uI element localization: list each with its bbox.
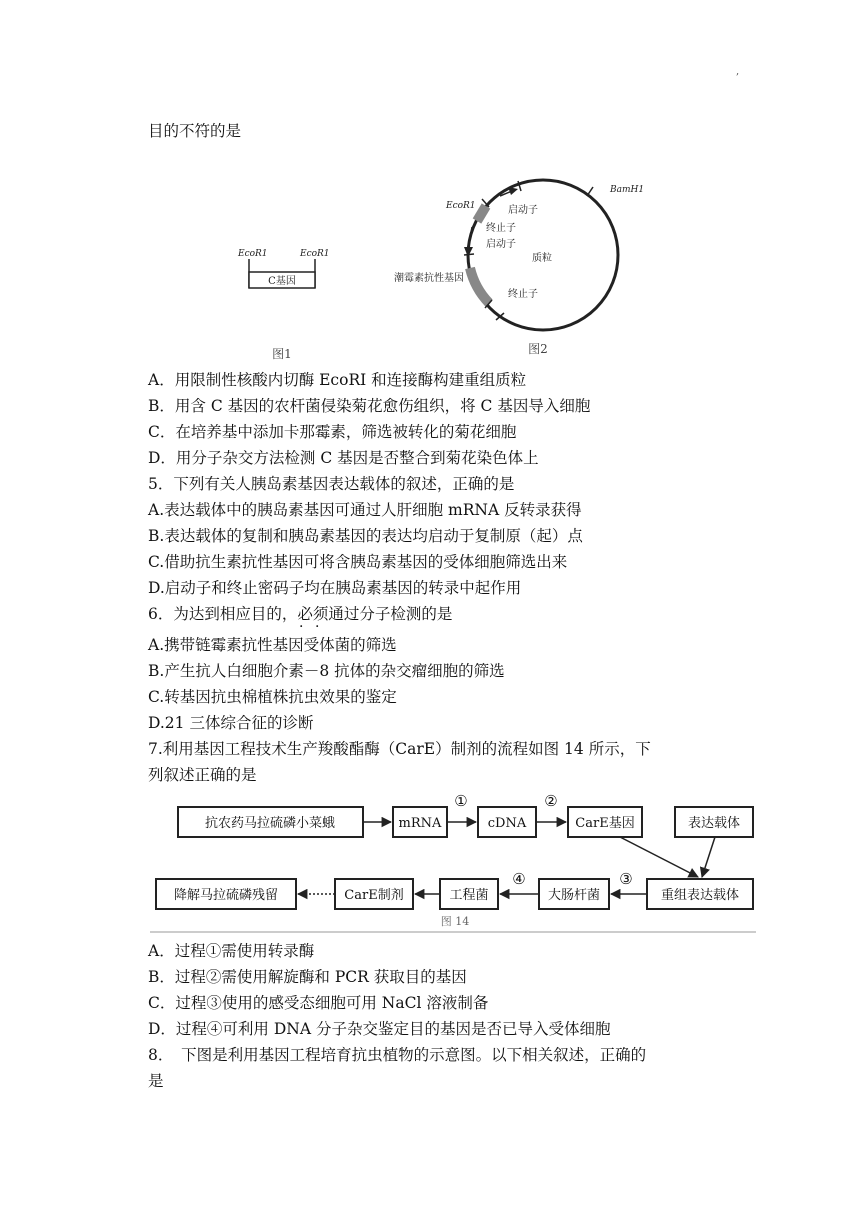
fig2-terminator1: 终止子: [486, 223, 516, 234]
fig2-terminator2: 终止子: [508, 289, 538, 300]
fig1-site-right: EcoR1: [300, 249, 330, 259]
flow-box-engineered: 工程菌: [449, 888, 489, 903]
q6-option-c: C.转基因抗虫棉植株抗虫效果的鉴定: [148, 688, 397, 706]
q6-option-d: D.21 三体综合征的诊断: [148, 714, 314, 732]
q4-option-d: D．用分子杂交方法检测 C 基因是否整合到菊花染色体上: [148, 449, 539, 467]
q4-option-a: A．用限制性核酸内切酶 EcoRI 和连接酶构建重组质粒: [148, 371, 527, 389]
flow-box-preparation: CarE制剂: [344, 888, 404, 903]
fig1-caption: 图1: [272, 347, 292, 361]
q7-option-a: A．过程①需使用转录酶: [148, 942, 315, 960]
q6-stem: 6．为达到相应目的，必须通过分子检测的是: [148, 605, 453, 623]
q5-option-b: B.表达载体的复制和胰岛素基因的表达均启动于复制原（起）点: [148, 527, 583, 545]
emphasis-dot: ·: [299, 619, 304, 635]
flow-box-ecoli: 大肠杆菌: [547, 888, 601, 903]
q5-option-c: C.借助抗生素抗性基因可将含胰岛素基因的受体细胞筛选出来: [148, 553, 568, 571]
fig2-plasmid: 质粒: [532, 253, 552, 264]
q5-option-a: A.表达载体中的胰岛素基因可通过人肝细胞 mRNA 反转录获得: [148, 501, 582, 519]
flow-box-cdna: cDNA: [487, 816, 527, 831]
flow-box-source: 抗农药马拉硫磷小菜蛾: [204, 816, 336, 831]
q8-stem-line1: 8． 下图是利用基因工程培育抗虫植物的示意图。以下相关叙述，正确的: [148, 1046, 647, 1064]
fig2-promoter2: 启动子: [486, 239, 516, 250]
q6-option-a: A.携带链霉素抗性基因受体菌的筛选: [148, 636, 397, 654]
fig1-site-left: EcoR1: [238, 249, 268, 259]
q7-stem-line1: 7.利用基因工程技术生产羧酸酯酶（CarE）制剂的流程如图 14 所示，下: [148, 740, 651, 758]
q4-option-c: C．在培养基中添加卡那霉素，筛选被转化的菊花细胞: [148, 423, 517, 441]
figure-14-flowchart: [150, 790, 756, 935]
flow-step-3: ③: [619, 870, 633, 888]
fig2-promoter1: 启动子: [508, 205, 538, 216]
q4-option-b: B．用含 C 基因的农杆菌侵染菊花愈伤组织，将 C 基因导入细胞: [148, 397, 591, 415]
q5-option-d: D.启动子和终止密码子均在胰岛素基因的转录中起作用: [148, 579, 522, 597]
fig2-ecor1: EcoR1: [446, 201, 476, 211]
q6-option-b: B.产生抗人白细胞介素－8 抗体的杂交瘤细胞的筛选: [148, 662, 505, 680]
flow-step-1: ①: [454, 792, 468, 810]
q7-option-b: B．过程②需使用解旋酶和 PCR 获取目的基因: [148, 968, 467, 986]
figure-2: [388, 175, 678, 365]
intro-line: 目的不符的是: [148, 122, 242, 140]
emphasis-dot: ·: [315, 619, 320, 635]
flow-box-degrade: 降解马拉硫磷残留: [173, 888, 279, 903]
fig2-bamh1: BamH1: [610, 185, 645, 195]
flow-caption: 图 14: [440, 915, 470, 928]
flow-box-mrna: mRNA: [398, 816, 442, 831]
q8-stem-line2: 是: [148, 1072, 164, 1090]
fig2-caption: 图2: [528, 342, 548, 356]
flow-box-gene: CarE基因: [575, 816, 635, 831]
q7-option-c: C．过程③使用的感受态细胞可用 NaCl 溶液制备: [148, 994, 489, 1012]
fig1-gene-label: C基因: [268, 276, 296, 287]
fig2-resistance-gene: 潮霉素抗性基因: [394, 273, 464, 284]
figure-1: [230, 240, 350, 365]
flow-step-2: ②: [544, 792, 558, 810]
flow-box-recombinant: 重组表达载体: [660, 888, 740, 903]
q7-stem-line2: 列叙述正确的是: [148, 766, 257, 784]
flow-step-4: ④: [512, 870, 526, 888]
flow-box-vector: 表达载体: [687, 816, 741, 831]
q7-option-d: D．过程④可利用 DNA 分子杂交鉴定目的基因是否已导入受体细胞: [148, 1020, 611, 1038]
corner-mark: ,: [736, 66, 740, 77]
q5-stem: 5．下列有关人胰岛素基因表达载体的叙述，正确的是: [148, 475, 515, 493]
